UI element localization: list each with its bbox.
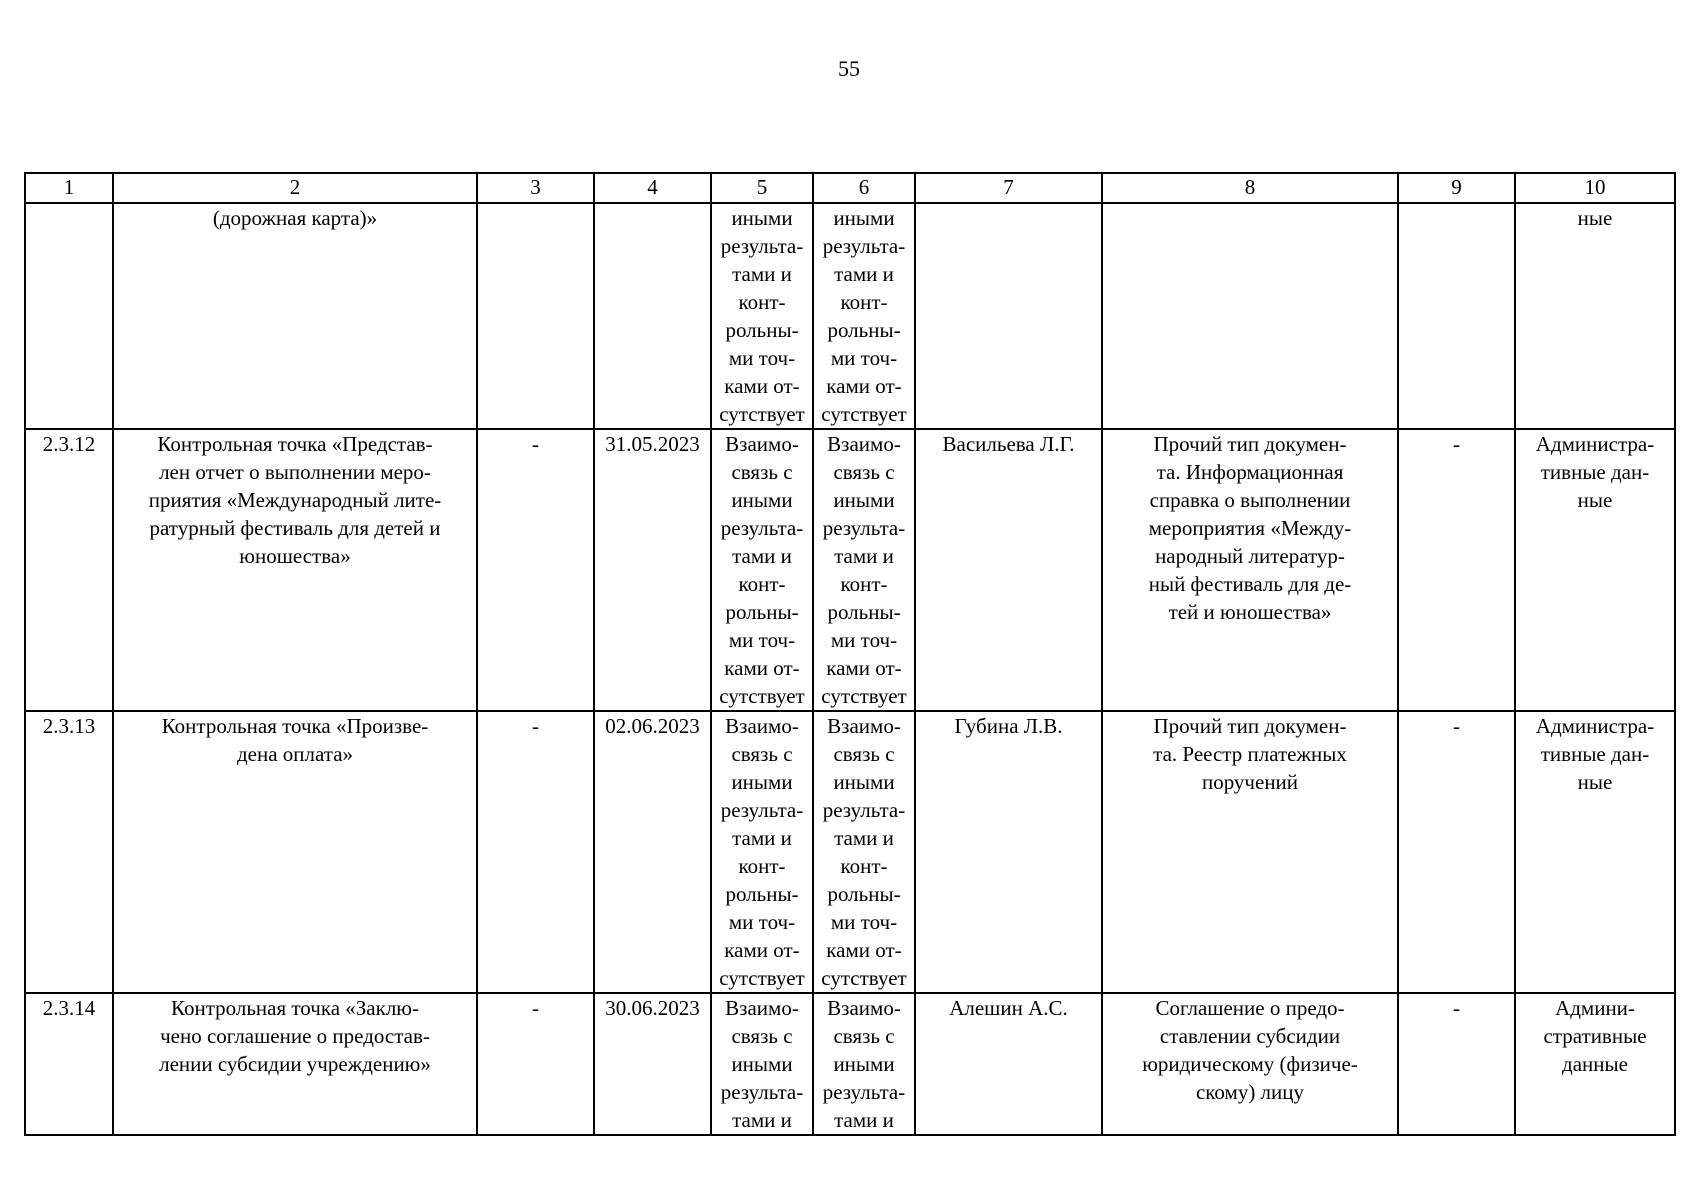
cell-col5: Взаимо- связь с иными результа- тами и конт- рольны- ми точ- ками от- сутствует <box>711 711 813 993</box>
column-header-8: 8 <box>1102 173 1398 203</box>
cell-date: 02.06.2023 <box>594 711 711 993</box>
cell-document: Прочий тип докумен- та. Реестр платежных поручений <box>1102 711 1398 993</box>
cell-responsible: Васильева Л.Г. <box>915 429 1102 711</box>
column-header-10: 10 <box>1515 173 1675 203</box>
cell-col6: Взаимо- связь с иными результа- тами и конт- рольны- ми точ- ками от- сутствует <box>813 711 915 993</box>
cell-col9: - <box>1398 711 1515 993</box>
column-header-9: 9 <box>1398 173 1515 203</box>
column-header-3: 3 <box>477 173 594 203</box>
cell-col9: - <box>1398 429 1515 711</box>
table-row <box>25 711 1675 993</box>
column-header-5: 5 <box>711 173 813 203</box>
cell-col9 <box>1398 203 1515 429</box>
cell-source: Администра- тивные дан- ные <box>1515 711 1675 993</box>
cell-name: Контрольная точка «Произве- дена оплата» <box>113 711 477 993</box>
cell-name: Контрольная точка «Заклю- чено соглашение о предостав- лении субсидии учреждению» <box>113 993 477 1135</box>
cell-col5: иными результа- тами и конт- рольны- ми точ- ками от- сутствует <box>711 203 813 429</box>
cell-number: 2.3.14 <box>25 993 113 1135</box>
cell-date: 30.06.2023 <box>594 993 711 1135</box>
column-header-4: 4 <box>594 173 711 203</box>
column-header-6: 6 <box>813 173 915 203</box>
cell-name: (дорожная карта)» <box>113 203 477 429</box>
cell-col5: Взаимо- связь с иными результа- тами и конт- рольны- ми точ- ками от- сутствует <box>711 429 813 711</box>
page-number: 55 <box>838 56 860 81</box>
cell-document: Соглашение о предо- ставлении субсидии юридическому (физиче- скому) лицу <box>1102 993 1398 1135</box>
cell-col3: - <box>477 711 594 993</box>
cell-col3 <box>477 203 594 429</box>
cell-col9: - <box>1398 993 1515 1135</box>
column-header-1: 1 <box>25 173 113 203</box>
table-row <box>25 993 1675 1135</box>
cell-responsible: Алешин А.С. <box>915 993 1102 1135</box>
table-header-row <box>25 173 1675 203</box>
table-row <box>25 429 1675 711</box>
cell-col3: - <box>477 993 594 1135</box>
cell-responsible: Губина Л.В. <box>915 711 1102 993</box>
cell-source: Администра- тивные дан- ные <box>1515 429 1675 711</box>
cell-source: Админи- стративные данные <box>1515 993 1675 1135</box>
cell-source: ные <box>1515 203 1675 429</box>
column-header-7: 7 <box>915 173 1102 203</box>
cell-document: Прочий тип докумен- та. Информационная справка о выполнении мероприятия «Между- народный литератур- ный фестиваль для де- тей и юношества» <box>1102 429 1398 711</box>
cell-number: 2.3.12 <box>25 429 113 711</box>
cell-col5: Взаимо- связь с иными результа- тами и <box>711 993 813 1135</box>
table-row <box>25 203 1675 429</box>
column-header-2: 2 <box>113 173 477 203</box>
cell-document <box>1102 203 1398 429</box>
cell-number: 2.3.13 <box>25 711 113 993</box>
cell-number <box>25 203 113 429</box>
cell-date <box>594 203 711 429</box>
cell-col6: иными результа- тами и конт- рольны- ми точ- ками от- сутствует <box>813 203 915 429</box>
cell-col6: Взаимо- связь с иными результа- тами и <box>813 993 915 1135</box>
cell-col6: Взаимо- связь с иными результа- тами и конт- рольны- ми точ- ками от- сутствует <box>813 429 915 711</box>
cell-date: 31.05.2023 <box>594 429 711 711</box>
cell-col3: - <box>477 429 594 711</box>
cell-name: Контрольная точка «Представ- лен отчет о выполнении меро- приятия «Международный лите- ратурный фестиваль для детей и юношества» <box>113 429 477 711</box>
data-table <box>24 172 1676 1136</box>
cell-responsible <box>915 203 1102 429</box>
